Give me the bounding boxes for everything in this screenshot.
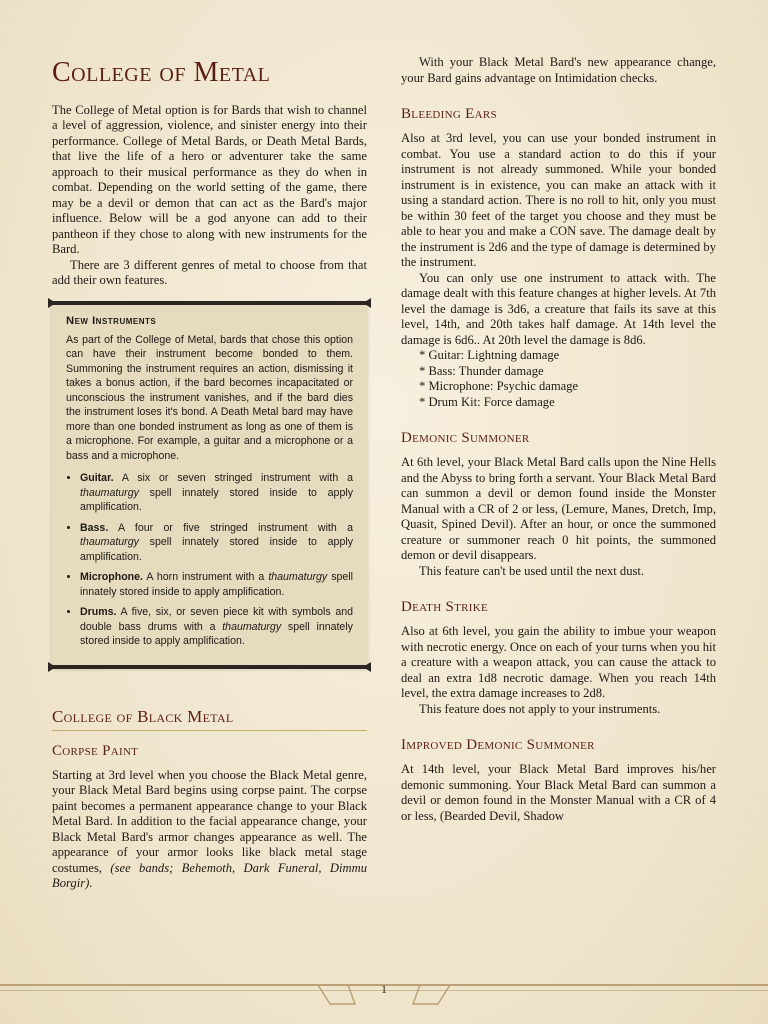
black-metal-heading: College of Black Metal xyxy=(52,707,367,731)
sidebar-title: New Instruments xyxy=(66,314,157,327)
demonic-summoner-heading: Demonic Summoner xyxy=(401,430,530,446)
demonic-summoner-paragraph: At 6th level, your Black Metal Bard calls upon the Nine Hells and the Abyss to bring forth a servant. Your Black Metal Bard can summon a devil or demon found inside the Monster Manual with a CR of 2 or less, (Lemure, Manes, Dretch, Imp, Quasit, Spined Devil). After an hour, or once the summoned creature or summoner reach 0 hit points, the summoned demon or devil disappears. xyxy=(401,455,716,562)
intimidation-paragraph: With your Black Metal Bard's new appearance change, your Bard gains advantage on Intimidation checks. xyxy=(401,55,716,85)
damage-list-item: * Microphone: Psychic damage xyxy=(419,379,579,393)
death-strike-paragraph: Also at 6th level, you gain the ability to imbue your weapon with necrotic energy. Once on each of your turns when you hit a creature with a weapon attack, you can cause the attack to deal an extra 1d8 necrotic damage. When you reach 14th level, the extra damage increases to 2d8. xyxy=(401,624,716,700)
new-instruments-sidebar xyxy=(52,303,367,667)
death-strike-paragraph-2: This feature does not apply to your instruments. xyxy=(419,701,661,716)
page-title: College of Metal xyxy=(52,57,271,88)
sidebar-bottom-border xyxy=(50,665,369,669)
improved-demonic-summoner-heading: Improved Demonic Summoner xyxy=(401,737,595,753)
improved-demonic-summoner-paragraph: At 14th level, your Black Metal Bard improves his/her demonic summoning. Your Black Metal Bard can summon a devil or demon found in the Monster Manual with a CR of 4 or less, (Bearded Devil, Shadow xyxy=(401,762,716,823)
page-number: 1 xyxy=(381,982,387,996)
damage-list-item: * Bass: Thunder damage xyxy=(419,363,544,378)
instrument-item-bass: • Bass. A four or five stringed instrument with a thaumaturgy spell innately stored inside to apply amplification. xyxy=(80,521,353,565)
bleeding-ears-heading: Bleeding Ears xyxy=(401,106,497,122)
corpse-paint-heading: Corpse Paint xyxy=(52,742,139,759)
instrument-item-microphone: • Microphone. A horn instrument with a thaumaturgy spell innately stored inside to apply amplification. xyxy=(80,570,353,599)
instrument-list xyxy=(66,471,353,649)
damage-list-item: * Drum Kit: Force damage xyxy=(419,394,555,409)
bleeding-ears-paragraph-2: You can only use one instrument to attack with. The damage dealt with this feature changes at higher levels. At 7th level the damage is 3d6, a creature that fails its save at this level, 14th, and 20th takes half damage. At 14th level the damage is 6d6.. At 20th level the damage is 8d6. xyxy=(401,270,716,347)
page-footer xyxy=(0,974,768,1024)
sidebar-top-border xyxy=(50,301,369,305)
bleeding-ears-paragraph: Also at 3rd level, you can use your bonded instrument in combat. You use a standard action to do this if your instrument is not already summoned. While your bonded instrument is in existence, you can make an attack with it using a standard action. There is no roll to hit, only you must be within 30 feet of the target you choose and they must be able to hear you and make a CON save. The damage dealt by the instrument is 2d6 and the type of damage is determined by the instrument. xyxy=(401,131,716,269)
intro-paragraph: The College of Metal option is for Bards that wish to channel a level of aggression, violence, and sinister energy into their performance. College of Metal Bards, or Death Metal Bards, that live the life of a hero or adventurer take the same approach to their musical performance as they do when in combat. Depending on the world setting of the game, there may be a devil or demon that can act as the Bard's major influence. Below will be a god anyone can add to their pantheon if they chose to along with new instruments for the Bard. xyxy=(52,102,367,257)
intro-paragraph-2: There are 3 different genres of metal to choose from that add their own features. xyxy=(52,257,367,288)
left-column xyxy=(52,52,367,892)
instrument-item-guitar: • Guitar. A six or seven stringed instrument with a thaumaturgy spell innately stored inside to apply amplification. xyxy=(80,471,353,515)
demonic-summoner-paragraph-2: This feature can't be used until the next dust. xyxy=(419,563,645,578)
damage-list-item: * Guitar: Lightning damage xyxy=(419,348,560,362)
sidebar-text: As part of the College of Metal, bards that chose this option can have their instrument become bonded to them. Summoning the instrument requires an action, dismissing it takes a bonus action, if the bard becomes incapacitated or unconscious the instrument vanishes, and if the bard dies the instrument loses it's bond. A Death Metal bard may have more than one bonded instrument as long as one of them is a microphone. For example, a guitar and a microphone or a bass and a microphone. xyxy=(66,333,353,462)
instrument-item-drums: • Drums. A five, six, or seven piece kit with symbols and double bass drums with a thaumaturgy spell innately stored inside to apply amplification. xyxy=(80,605,353,649)
death-strike-heading: Death Strike xyxy=(401,599,489,615)
corpse-paint-text: Starting at 3rd level when you choose the Black Metal genre, your Black Metal Bard begins using corpse paint. The corpse paint becomes a permanent appearance change to your Black Metal Bard. In addition to the facial appearance change, your Black Metal Bard's armor changes appearance as well. The appearance of your armor looks like black metal stage costumes, (see bands; Behemoth, Dark Funeral, Dimmu Borgir). xyxy=(52,767,367,891)
right-column xyxy=(401,55,716,824)
